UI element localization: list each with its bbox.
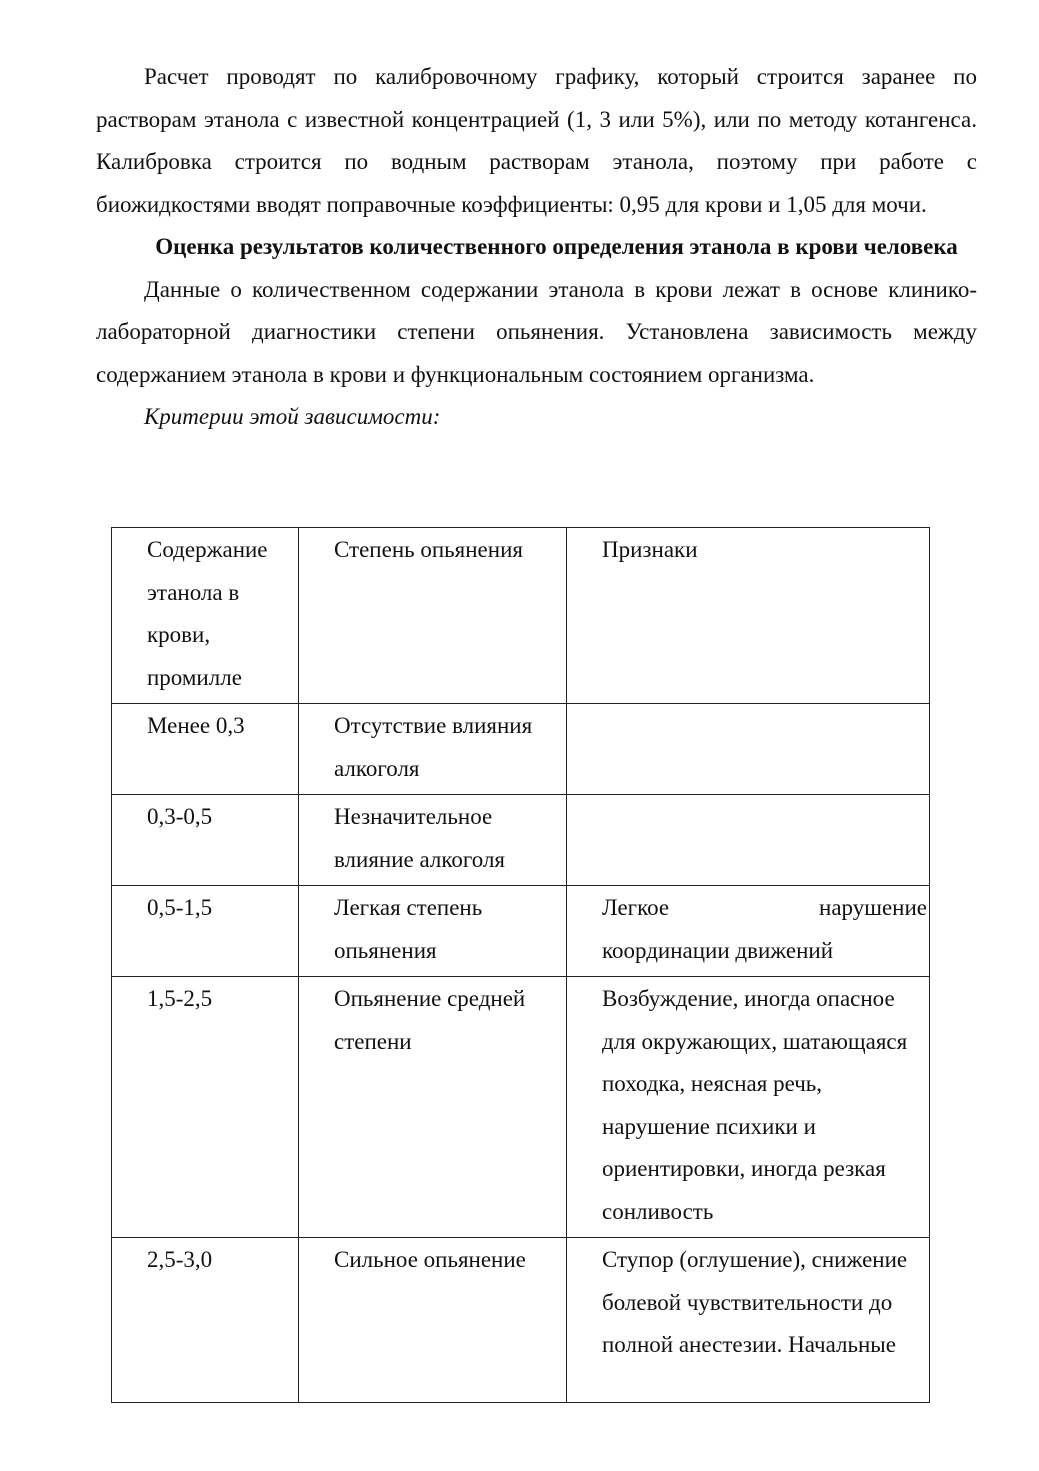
table-header-row <box>112 528 930 704</box>
table-row <box>112 795 930 886</box>
cell-degree: Опьянение средней степени <box>299 977 567 1238</box>
table-row <box>112 886 930 977</box>
header-cell-content: Содержание этанола в крови, промилле <box>112 528 299 704</box>
cell-signs <box>567 704 930 795</box>
document-page <box>96 56 977 439</box>
cell-content: 1,5-2,5 <box>112 977 299 1238</box>
paragraph-calibration: Расчет проводят по калибровочному графику, который строится заранее по растворам этанола с известной концентрацией (1, 3 или 5%), или по методу котангенса. Калибровка строится по водным растворам этанола, поэтому при работе с биожидкостями вводят поправочные коэффициенты: 0,95 для крови и 1,05 для мочи. <box>96 64 977 217</box>
cell-content: 2,5-3,0 <box>112 1238 299 1403</box>
cell-signs-word: нарушение <box>819 895 927 920</box>
cell-signs-line <box>602 887 927 930</box>
cell-degree: Незначительное влияние алкоголя <box>299 795 567 886</box>
cell-content: Менее 0,3 <box>112 704 299 795</box>
cell-signs-line: координации движений <box>602 937 833 963</box>
table-row <box>112 1238 930 1403</box>
cell-signs: Возбуждение, иногда опасное для окружающих, шатающаяся походка, неясная речь, нарушение психики и ориентировки, иногда резкая сонливость <box>567 977 930 1238</box>
cell-signs: Ступор (оглушение), снижение болевой чувствительности до полной анестезии. Начальные <box>567 1238 930 1403</box>
header-cell-degree: Степень опьянения <box>299 528 567 704</box>
table-caption: Критерии этой зависимости: <box>144 404 441 429</box>
cell-signs <box>567 795 930 886</box>
cell-signs <box>567 886 930 977</box>
paragraph-ethanol-data: Данные о количественном содержании этанола в крови лежат в основе клинико-лабораторной диагностики степени опьянения. Установлена зависимость между содержанием этанола в крови и функциональным состоянием организма. <box>96 276 977 387</box>
header-cell-signs: Признаки <box>567 528 930 704</box>
section-heading: Оценка результатов количественного определения этанола в крови человека <box>155 234 958 259</box>
cell-content: 0,5-1,5 <box>112 886 299 977</box>
cell-degree: Легкая степень опьянения <box>299 886 567 977</box>
cell-degree: Отсутствие влияния алкоголя <box>299 704 567 795</box>
criteria-table <box>111 527 930 1403</box>
table-row <box>112 977 930 1238</box>
table-row <box>112 704 930 795</box>
cell-signs-word: Легкое <box>602 895 670 920</box>
cell-content: 0,3-0,5 <box>112 795 299 886</box>
cell-degree: Сильное опьянение <box>299 1238 567 1403</box>
